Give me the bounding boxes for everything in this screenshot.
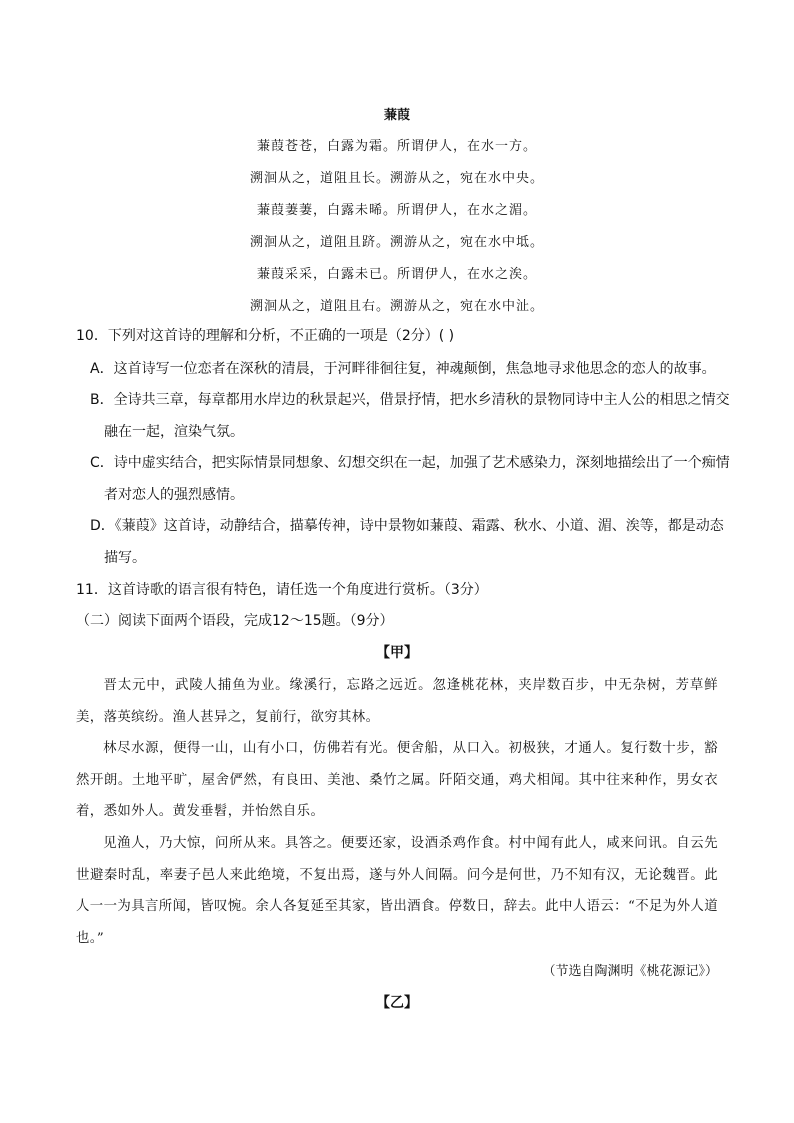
question-10-option-c: C．诗中虚实结合，把实际情景同想象、幻想交织在一起，加强了艺术感染力，深刻地描绘出了一个痴情 bbox=[90, 455, 730, 471]
passage-jia-source: （节选自陶渊明《桃花源记》） bbox=[542, 964, 718, 979]
passage-jia-heading: 【甲】 bbox=[376, 645, 418, 661]
poem-line: 溯洄从之，道阻且跻。溯游从之，宛在水中坻。 bbox=[249, 235, 544, 250]
question-10-stem: 10．下列对这首诗的理解和分析，不正确的一项是（2分）( ) bbox=[76, 328, 455, 344]
poem-line: 溯洄从之，道阻且长。溯游从之，宛在水中央。 bbox=[249, 171, 544, 186]
question-10-option-a: A．这首诗写一位恋者在深秋的清晨，于河畔徘徊往复，神魂颠倒，焦急地寻求他思念的恋人的故事。 bbox=[90, 361, 716, 377]
poem-line: 蒹葭萋萋，白露未晞。所谓伊人，在水之湄。 bbox=[256, 203, 537, 218]
question-10-option-d-continued: 描写。 bbox=[104, 550, 146, 566]
question-10-option-c-continued: 者对恋人的强烈感情。 bbox=[104, 487, 244, 503]
paragraph-text: 林尽水源，便得一山，山有小口，仿佛若有光。便舍船，从口入。初极狭，才通人。复行数十步，豁然开朗。土地平旷，屋舍俨然，有良田、美池、桑竹之属。阡陌交通，鸡犬相闻。其中往来种作，男女衣着，悉如外人。黄发垂髫，并怡然自乐。 bbox=[76, 741, 718, 819]
paragraph-text: 晋太元中，武陵人捕鱼为业。缘溪行，忘路之远近。忽逢桃花林，夹岸数百步，中无杂树，芳草鲜美，落英缤纷。渔人甚异之，复前行，欲穷其林。 bbox=[76, 678, 718, 725]
question-10-option-b-continued: 融在一起，渲染气氛。 bbox=[104, 424, 244, 440]
paragraph-text: 见渔人，乃大惊，问所从来。具答之。便要还家，设酒杀鸡作食。村中闻有此人，咸来问讯。自云先世避秦时乱，率妻子邑人来此绝境，不复出焉，遂与外人间隔。问今是何世，乃不知有汉，无论魏晋。此人一一为具言所闻，皆叹惋。余人各复延至其家，皆出酒食。停数日，辞去。此中人语云：“不足为外人道也。” bbox=[76, 836, 718, 946]
passage-yi-heading: 【乙】 bbox=[376, 995, 418, 1011]
section-two-heading: （二）阅读下面两个语段，完成12～15题。（9分） bbox=[76, 613, 394, 629]
passage-jia-paragraph bbox=[76, 828, 718, 954]
passage-jia-paragraph bbox=[76, 670, 718, 733]
poem-line: 蒹葭采采，白露未已。所谓伊人，在水之涘。 bbox=[256, 267, 537, 282]
question-10-option-d: D．《蒹葭》这首诗，动静结合，描摹传神，诗中景物如蒹葭、霜露、秋水、小道、湄、涘等，都是动态 bbox=[90, 518, 724, 534]
passage-jia-paragraph bbox=[76, 733, 718, 828]
poem-title: 蒹葭 bbox=[383, 108, 410, 123]
question-10-option-b: B．全诗共三章，每章都用水岸边的秋景起兴，借景抒情，把水乡清秋的景物同诗中主人公的相思之情交 bbox=[90, 392, 730, 408]
poem-line: 溯洄从之，道阻且右。溯游从之，宛在水中沚。 bbox=[249, 299, 544, 314]
poem-line: 蒹葭苍苍，白露为霜。所谓伊人，在水一方。 bbox=[256, 139, 537, 154]
question-11: 11．这首诗歌的语言很有特色，请任选一个角度进行赏析。（3分） bbox=[76, 582, 488, 598]
